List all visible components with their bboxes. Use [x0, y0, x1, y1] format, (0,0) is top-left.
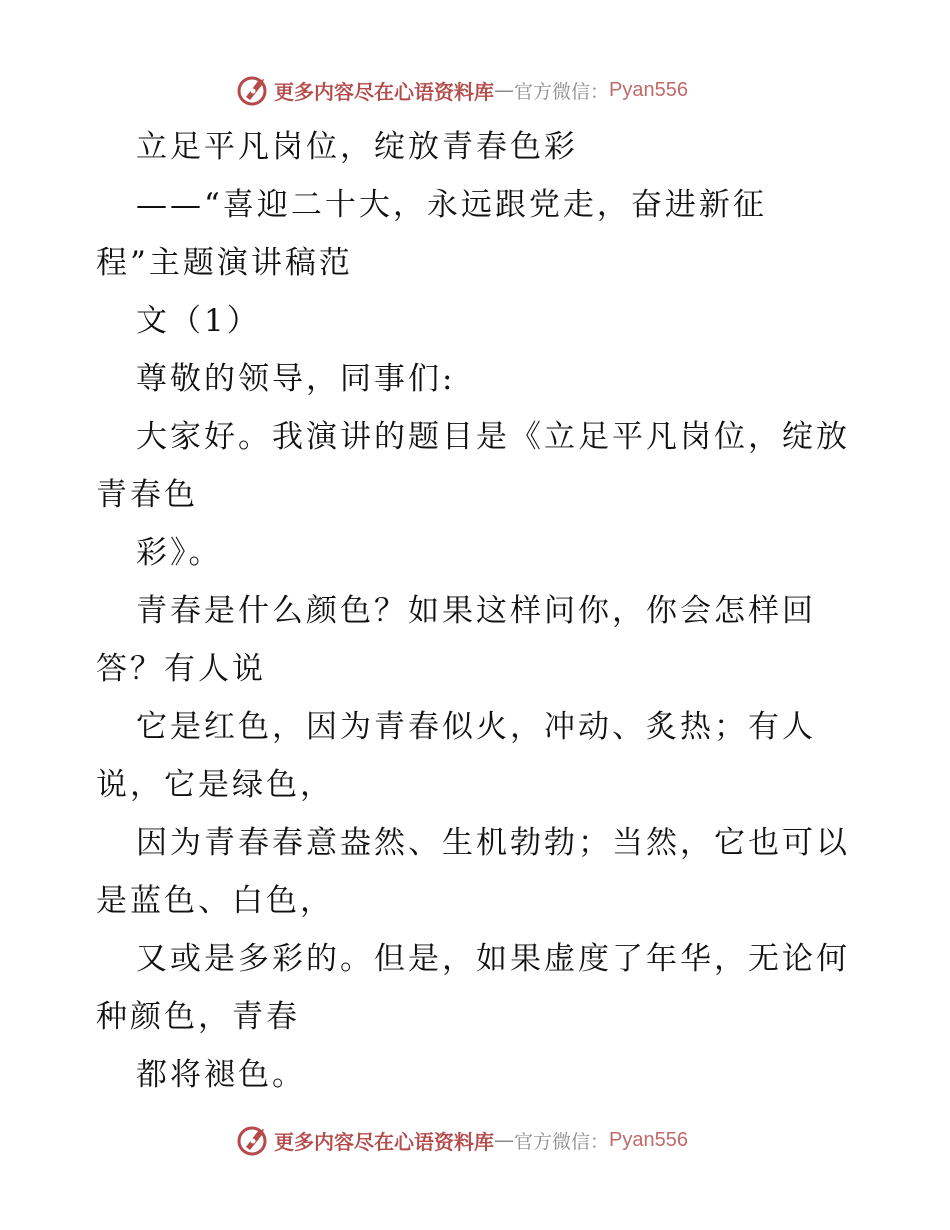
document-body — [96, 118, 896, 1104]
text-line: 是蓝色、白色， — [96, 883, 334, 919]
text-line: 因为青春春意盎然、生机勃勃；当然，它也可以 — [136, 825, 850, 861]
banner-dash: — — [494, 78, 514, 102]
banner-label: 官方微信： — [514, 80, 610, 103]
banner-wechat-id: Pyan556 — [609, 1128, 688, 1151]
text-line: 青春是什么颜色？如果这样问你，你会怎样回 — [136, 593, 816, 629]
text-line: 答？有人说 — [96, 651, 266, 687]
banner-wechat-id: Pyan556 — [609, 78, 688, 101]
text-line: 立足平凡岗位，绽放青春色彩 — [136, 129, 578, 165]
text-line: 程”主题演讲稿范 — [96, 245, 353, 281]
header-banner — [236, 70, 756, 110]
text-line: 文（1） — [136, 303, 261, 339]
pen-nib-circle-icon — [236, 73, 270, 107]
text-line: 彩》。 — [136, 535, 223, 571]
text-line: 青春色 — [96, 477, 198, 513]
text-line: 尊敬的领导，同事们: — [136, 361, 456, 397]
text-line: 都将褪色。 — [136, 1057, 306, 1093]
text-line: ——“喜迎二十大，永远跟党走，奋进新征 — [136, 187, 767, 223]
banner-dash: — — [494, 1128, 514, 1152]
text-line: 又或是多彩的。但是，如果虚度了年华，无论何 — [136, 941, 850, 977]
pen-nib-circle-icon — [236, 1123, 270, 1157]
banner-title: 更多内容尽在心语资料库 — [274, 79, 494, 104]
footer-banner — [236, 1120, 756, 1160]
text-line: 它是红色，因为青春似火，冲动、炙热；有人 — [136, 709, 816, 745]
banner-title: 更多内容尽在心语资料库 — [274, 1129, 494, 1154]
text-line: 说，它是绿色， — [96, 767, 334, 803]
text-line: 种颜色，青春 — [96, 999, 300, 1035]
text-line: 大家好。我演讲的题目是《立足平凡岗位，绽放 — [136, 419, 850, 455]
banner-label: 官方微信： — [514, 1130, 610, 1153]
